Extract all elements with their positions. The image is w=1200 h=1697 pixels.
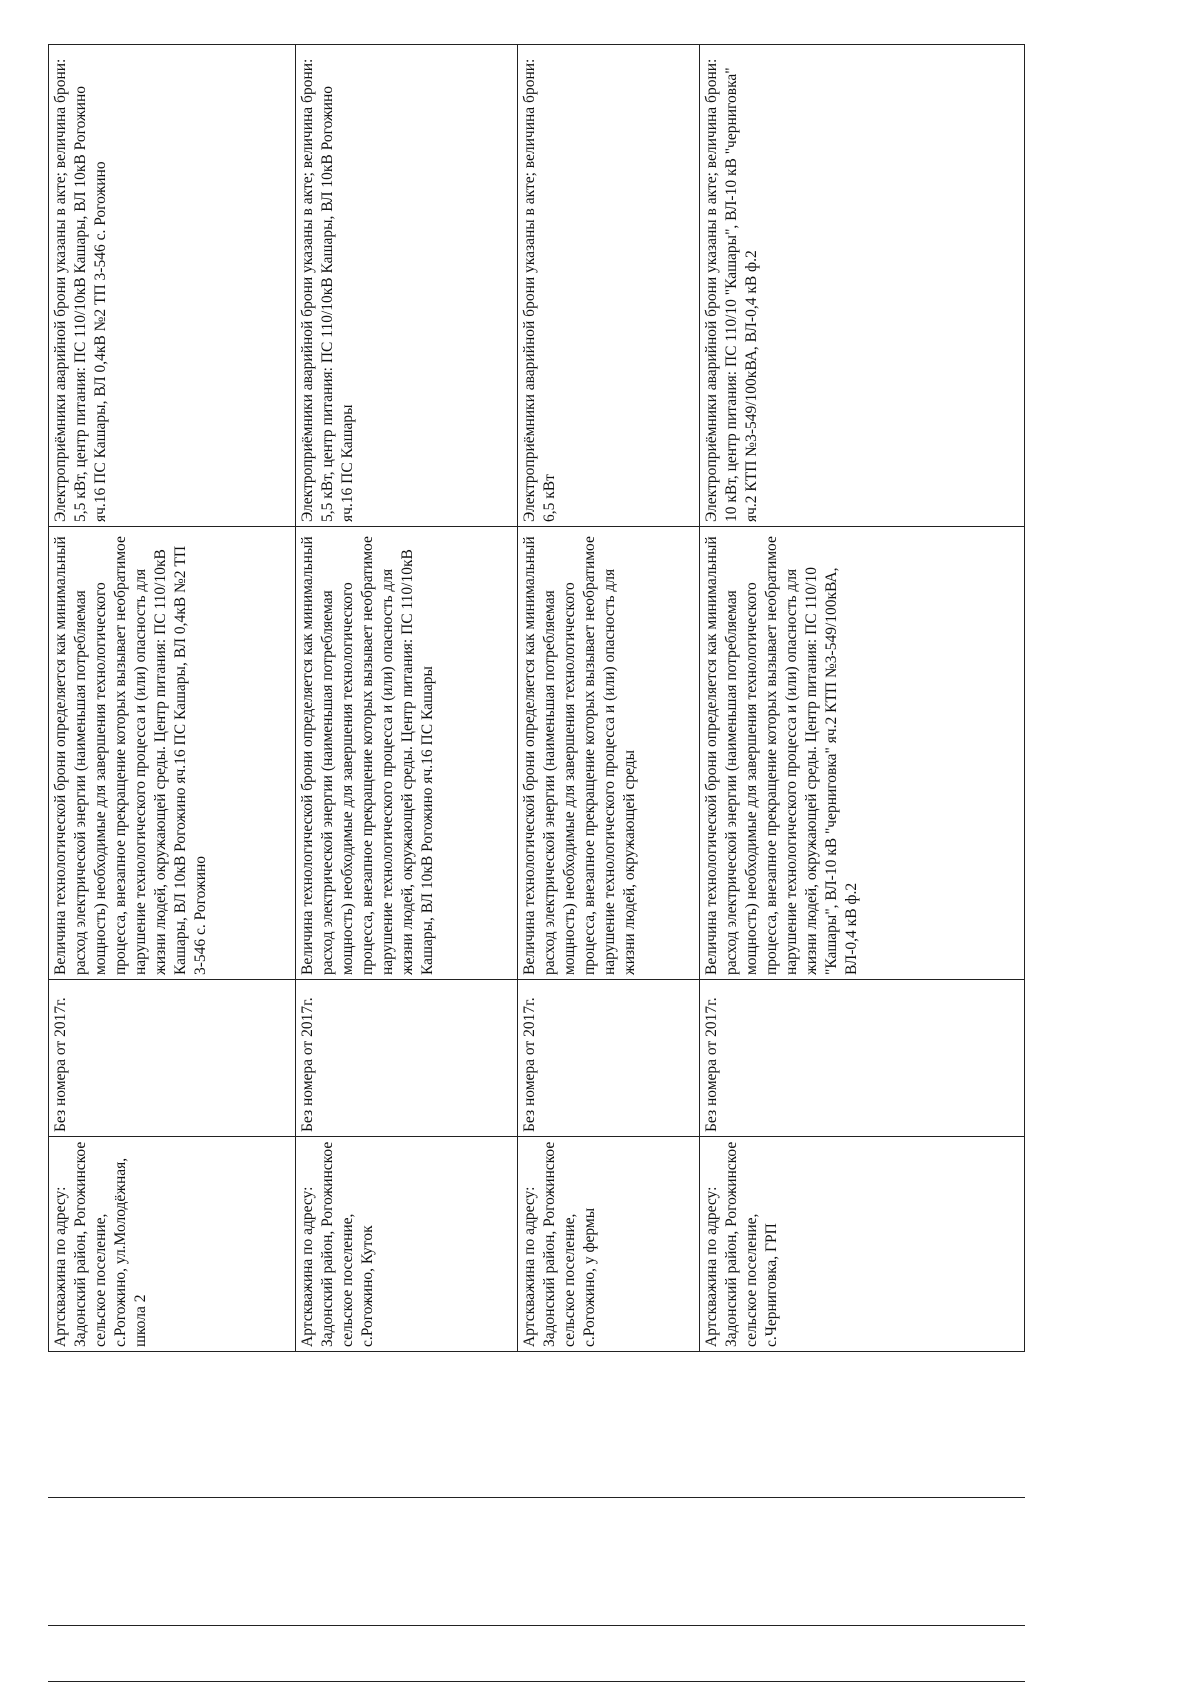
tech-reserve-cell: Величина технологической брони определяется как минимальный расход электрической энергии (наименьшая потребляемая мощность) необходимые для завершения технологического процесса, внезапное прекращение которых вызывает необратимое нарушение технологического процесса и (или) опасность для жизни людей, окружающей среды. Центр питания: ПС 110/10кВ Кашары, ВЛ 10кВ Рогожино яч.16 ПС Кашары xyxy=(296,527,518,980)
emergency-reserve-cell: Электроприёмники аварийной брони указаны в акте; величина брони: 5,5 кВт, центр питания: ПС 110/10кВ Кашары, ВЛ 10кВ Рогожино яч.16 ПС Кашары xyxy=(296,45,518,527)
horizontal-rule xyxy=(48,1625,1025,1626)
emergency-reserve-cell: Электроприёмники аварийной брони указаны в акте; величина брони: 10 кВт, центр питания: ПС 110/10 "Кашары", ВЛ-10 кВ "черниговка" яч.2 КТП №3-549/100кВА, ВЛ-0,4 кВ ф.2 xyxy=(700,45,1025,527)
table-row xyxy=(518,45,700,1352)
act-cell: Без номера от 2017г. xyxy=(49,980,296,1137)
act-cell: Без номера от 2017г. xyxy=(518,980,700,1137)
tech-reserve-cell: Величина технологической брони определяется как минимальный расход электрической энергии (наименьшая потребляемая мощность) необходимые для завершения технологического процесса, внезапное прекращение которых вызывает необратимое нарушение технологического процесса и (или) опасность для жизни людей, окружающей среды xyxy=(518,527,700,980)
reserve-table xyxy=(48,44,1025,1352)
horizontal-rule xyxy=(48,1497,1025,1498)
table-row xyxy=(700,45,1025,1352)
object-address-cell: Артскважина по адресу: Задонский район, Рогожинское сельское поселение, с.Рогожино, у фермы xyxy=(518,1137,700,1352)
table-row xyxy=(49,45,296,1352)
tech-reserve-cell: Величина технологической брони определяется как минимальный расход электрической энергии (наименьшая потребляемая мощность) необходимые для завершения технологического процесса, внезапное прекращение которых вызывает необратимое нарушение технологического процесса и (или) опасность для жизни людей, окружающей среды. Центр питания: ПС 110/10 "Кашары", ВЛ-10 кВ "черниговка" яч.2 КТП №3-549/100кВА, ВЛ-0,4 кВ ф.2 xyxy=(700,527,1025,980)
tech-reserve-cell: Величина технологической брони определяется как минимальный расход электрической энергии (наименьшая потребляемая мощность) необходимые для завершения технологического процесса, внезапное прекращение которых вызывает необратимое нарушение технологического процесса и (или) опасность для жизни людей, окружающей среды. Центр питания: ПС 110/10кВ Кашары, ВЛ 10кВ Рогожино яч.16 ПС Кашары, ВЛ 0,4кВ №2 ТП 3-546 с. Рогожино xyxy=(49,527,296,980)
object-address-cell: Артскважина по адресу: Задонский район, Рогожинское сельское поселение, с.Черниговка, ГРП xyxy=(700,1137,1025,1352)
rotated-table-container xyxy=(48,45,1025,1352)
object-address-cell: Артскважина по адресу: Задонский район, Рогожинское сельское поселение, с.Рогожино, ул.Молодёжная, школа 2 xyxy=(49,1137,296,1352)
object-address-cell: Артскважина по адресу: Задонский район, Рогожинское сельское поселение, с.Рогожино, Куток xyxy=(296,1137,518,1352)
table-row xyxy=(296,45,518,1352)
act-cell: Без номера от 2017г. xyxy=(700,980,1025,1137)
emergency-reserve-cell: Электроприёмники аварийной брони указаны в акте; величина брони: 5,5 кВт, центр питания: ПС 110/10кВ Кашары, ВЛ 10кВ Рогожино яч.16 ПС Кашары, ВЛ 0,4кВ №2 ТП 3-546 с. Рогожино xyxy=(49,45,296,527)
emergency-reserve-cell: Электроприёмники аварийной брони указаны в акте; величина брони: 6,5 кВт xyxy=(518,45,700,527)
act-cell: Без номера от 2017г. xyxy=(296,980,518,1137)
horizontal-rule xyxy=(48,1681,1025,1682)
